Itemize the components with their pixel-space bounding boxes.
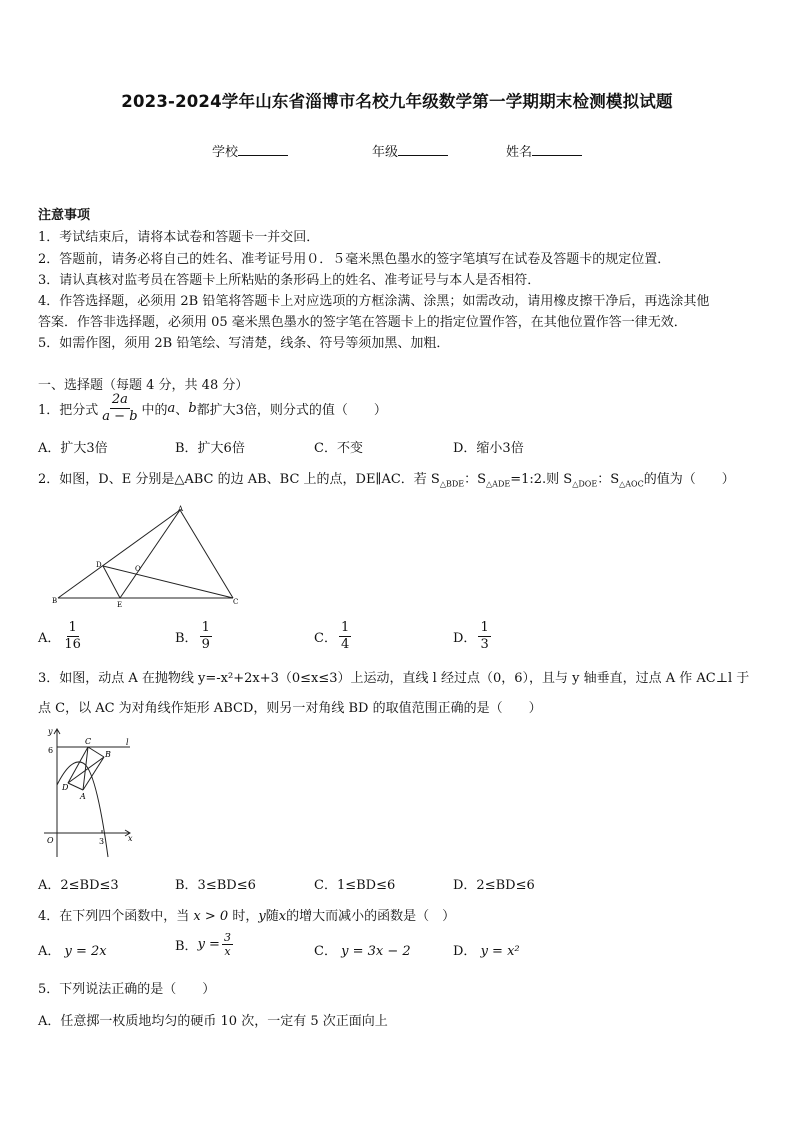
- q4-option-a[interactable]: [38, 940, 107, 959]
- q4-option-d[interactable]: [453, 940, 520, 959]
- q4-text-d: 的增大而减小的函数是（ ）: [286, 909, 456, 924]
- q3-option-b[interactable]: B．3≤BD≤6: [175, 878, 256, 893]
- q2-option-d-den: 3: [480, 637, 489, 652]
- q2-option-d-letter: D．: [453, 631, 477, 646]
- label-d: D: [62, 783, 69, 792]
- q2-option-c-fraction: [339, 620, 351, 653]
- note-item: 答案．作答非选择题，必须用 05 毫米黑色墨水的签字笔在答题卡上的指定位置作答，在其他位置作答一律无效．: [38, 315, 687, 330]
- q1-var-b: b: [188, 401, 197, 416]
- q2-t5: 的值为（ ）: [643, 472, 735, 487]
- question-5: 5．下列说法正确的是（ ）: [38, 982, 216, 997]
- q3-option-a[interactable]: A．2≤BD≤3: [38, 878, 119, 893]
- q2-option-c-letter: C．: [314, 631, 337, 646]
- label-a: A: [178, 505, 184, 513]
- q2-sub4: △AOC: [619, 479, 644, 489]
- name-field[interactable]: [506, 141, 582, 160]
- label-o: O: [135, 565, 141, 573]
- q4-option-c-expr: y = 3x − 2: [341, 944, 411, 959]
- q2-option-a-den: 16: [64, 637, 81, 652]
- school-field[interactable]: [212, 141, 288, 160]
- q4-option-b-lhs: y =: [197, 937, 220, 952]
- q2-sub1: △BDE: [439, 479, 465, 489]
- q1-var-a: a: [167, 401, 176, 416]
- q4-text-c: 随: [265, 909, 279, 924]
- q2-option-b-den: 9: [201, 637, 210, 652]
- q5-option-a[interactable]: A．任意掷一枚质地均匀的硬币 10 次，一定有 5 次正面向上: [38, 1014, 388, 1029]
- q1-sep: 、: [175, 403, 189, 418]
- q1-option-c[interactable]: C．不变: [314, 441, 363, 456]
- q1-middle: 中的: [141, 403, 168, 418]
- note-item: 5．如需作图，须用 2B 铅笔绘、写清楚，线条、符号等须加黑、加粗．: [38, 336, 450, 351]
- q2-t3: =1:2.则 S: [510, 472, 573, 487]
- q2-sub3: △DOE: [572, 479, 598, 489]
- note-item: 3．请认真核对监考员在答题卡上所粘贴的条形码上的姓名、准考证号与本人是否相符．: [38, 273, 541, 288]
- q2-option-d-num: 1: [480, 620, 489, 635]
- label-b: B: [52, 597, 58, 605]
- q1-prefix: 1．把分式: [38, 403, 99, 418]
- section-heading: 一、选择题（每题 4 分，共 48 分）: [38, 378, 249, 393]
- q4-option-c[interactable]: [314, 940, 411, 959]
- q1-option-d[interactable]: D．缩小3倍: [453, 441, 524, 456]
- q2-option-d-fraction: [478, 620, 490, 653]
- q2-option-c-den: 4: [340, 637, 350, 652]
- label-l: l: [126, 738, 129, 747]
- q2-t4: ：S: [597, 472, 620, 487]
- note-item: 4．作答选择题，必须用 2B 铅笔将答题卡上对应选项的方框涂满、涂黑；如需改动，请用橡皮擦干净后，再选涂其他: [38, 294, 710, 309]
- q4-option-c-letter: C．: [314, 944, 337, 959]
- q4-option-d-letter: D．: [453, 944, 477, 959]
- q2-option-a-num: 1: [68, 620, 77, 635]
- question-2: [38, 468, 735, 489]
- q2-option-b[interactable]: [175, 620, 214, 653]
- label-y: y: [48, 727, 53, 736]
- q4-text-a: 4．在下列四个函数中，当: [38, 909, 190, 924]
- q1-fraction: [100, 392, 139, 425]
- label-c: C: [233, 598, 239, 606]
- label-3: 3: [99, 837, 105, 846]
- note-item: 2．答题前，请务必将自己的姓名、准考证号用０．５毫米黑色墨水的签字笔填写在试卷及答题卡的规定位置．: [38, 252, 671, 267]
- label-c: C: [85, 737, 92, 746]
- q1-option-b[interactable]: B．扩大6倍: [175, 441, 245, 456]
- q4-option-b[interactable]: [175, 931, 235, 958]
- name-blank: [532, 143, 582, 156]
- question-3-line-2: 点 C，以 AC 为对角线作矩形 ABCD，则另一对角线 BD 的取值范围正确的是（ ）: [38, 701, 542, 716]
- q2-text: 2．如图，D、E 分别是△ABC 的边 AB、BC 上的点，DE∥AC．若 S: [38, 472, 440, 487]
- q4-option-a-expr: y = 2x: [64, 944, 107, 959]
- q2-option-a-fraction: [62, 620, 83, 653]
- question-1: [38, 392, 387, 425]
- label-6: 6: [48, 746, 54, 755]
- school-label: 学校: [212, 145, 239, 160]
- q4-condition: x > 0: [193, 909, 229, 924]
- q4-var-x: x: [278, 909, 287, 924]
- notes-heading: 注意事项: [38, 208, 91, 223]
- q1-frac-num: 2a: [111, 392, 128, 407]
- q4-text-b: 时，: [232, 909, 259, 924]
- q2-option-c-num: 1: [340, 620, 350, 635]
- question-3-line-1: 3．如图，动点 A 在抛物线 y=-x²+2x+3（0≤x≤3）上运动，直线 l 经过点（0，6），且与 y 轴垂直，过点 A 作 AC⊥l 于: [38, 671, 750, 686]
- q2-option-a-letter: A．: [38, 631, 61, 646]
- school-blank: [238, 143, 288, 156]
- label-x: x: [128, 834, 133, 843]
- question-4: [38, 905, 455, 924]
- grade-blank: [398, 143, 448, 156]
- q4-var-y: y: [258, 909, 266, 924]
- q2-option-b-fraction: [200, 620, 212, 653]
- q4-option-b-num: 3: [223, 931, 231, 944]
- q4-option-b-letter: B．: [175, 939, 198, 954]
- q2-option-b-letter: B．: [175, 631, 198, 646]
- q1-suffix: 都扩大3倍，则分式的值（ ）: [196, 403, 387, 418]
- note-item: 1．考试结束后，请将本试卷和答题卡一并交回．: [38, 230, 320, 245]
- q4-option-b-fraction: [222, 931, 233, 958]
- q2-option-c[interactable]: [314, 620, 353, 653]
- label-o: O: [47, 836, 54, 845]
- label-d: D: [96, 561, 102, 569]
- q2-option-b-num: 1: [201, 620, 210, 635]
- q4-option-d-expr: y = x²: [480, 944, 520, 959]
- grade-label: 年级: [372, 145, 399, 160]
- q4-option-b-den: x: [224, 945, 231, 958]
- q2-t2: ：S: [464, 472, 487, 487]
- label-b: B: [105, 750, 111, 759]
- q2-sub2: △ADE: [486, 479, 511, 489]
- q2-option-d[interactable]: [453, 620, 493, 653]
- q1-frac-den: a − b: [102, 409, 138, 424]
- q2-option-a[interactable]: [38, 620, 85, 653]
- page-title: 2023-2024学年山东省淄博市名校九年级数学第一学期期末检测模拟试题: [121, 92, 673, 111]
- name-label: 姓名: [506, 145, 533, 160]
- label-a: A: [80, 792, 86, 801]
- q3-parabola-figure: [38, 727, 148, 862]
- q3-option-c[interactable]: C．1≤BD≤6: [314, 878, 396, 893]
- q1-option-a[interactable]: A．扩大3倍: [38, 441, 108, 456]
- label-e: E: [117, 601, 123, 609]
- q3-option-d[interactable]: D．2≤BD≤6: [453, 878, 535, 893]
- q2-triangle-figure: [40, 500, 250, 610]
- grade-field[interactable]: [372, 141, 448, 160]
- q4-option-a-letter: A．: [38, 944, 61, 959]
